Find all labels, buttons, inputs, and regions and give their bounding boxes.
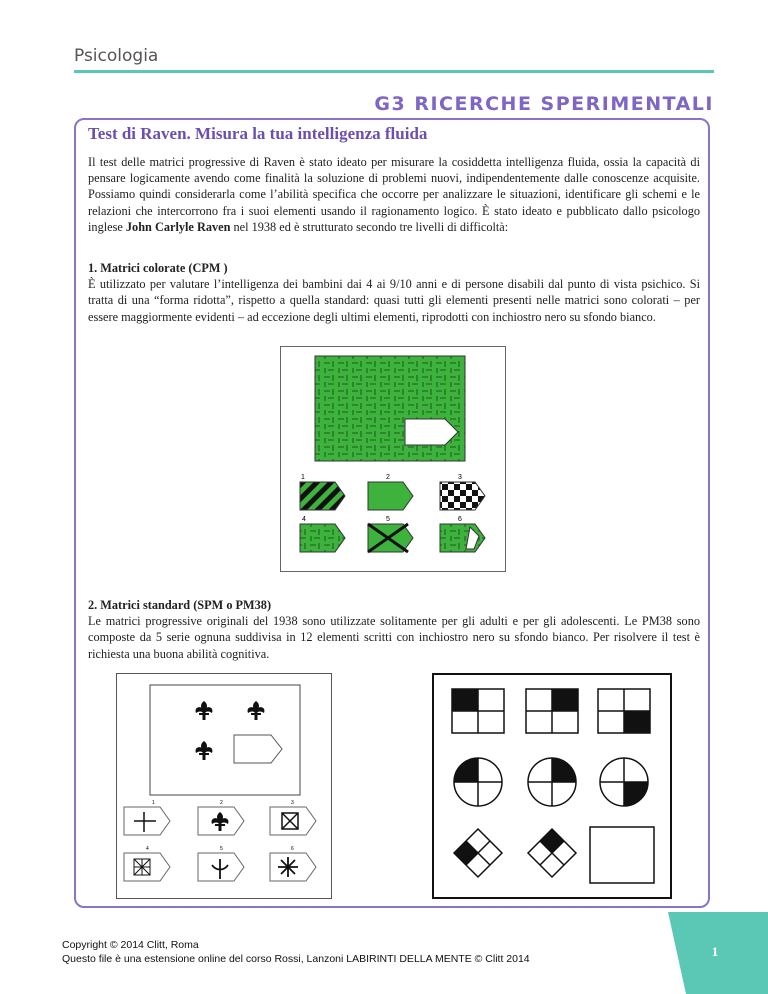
figure-abstract-matrix	[432, 673, 672, 899]
section-1	[88, 260, 700, 325]
svg-text:5: 5	[386, 516, 390, 523]
copyright: Copyright © 2014 Clitt, Roma	[62, 939, 199, 951]
section-1-text: È utilizzato per valutare l’intelligenza dei bambini dai 4 ai 9/10 anni e di persone disabili dal punto di vista psichico. Si tratta di una “forma ridotta”, rispetto a quella standard: quasi tutti gli elementi presenti nelle matrici sono colorati – per essere maggiormente evidenti – ad eccezione degli ultimi elementi, riprodotti con inchiostro nero su sfondo bianco.	[88, 277, 700, 324]
svg-text:2: 2	[220, 800, 223, 806]
svg-text:5: 5	[220, 846, 223, 852]
option-4	[300, 524, 345, 552]
svg-text:3: 3	[458, 474, 462, 481]
course-note: Questo file è una estensione online del corso Rossi, Lanzoni LABIRINTI DELLA MENTE © Clitt 2014	[62, 953, 530, 965]
section-2-text: Le matrici progressive originali del 1938 sono utilizzate solitamente per gli adulti e per gli adolescenti. Le PM38 sono composte da 5 serie ognuna suddivisa in 12 elementi scritti con inchiostro nero su sfondo bianco. Per risolvere il test è richiesta una buona abilità cognitiva.	[88, 614, 700, 661]
header-rule	[74, 70, 714, 73]
figure-standard-matrix	[116, 673, 332, 899]
page-number: 1	[711, 944, 719, 959]
svg-text:4: 4	[302, 516, 306, 523]
figure-colored-matrix	[280, 346, 506, 572]
intro-paragraph: Il test delle matrici progressive di Raven è stato ideato per misurare la cosiddetta intelligenza fluida, ossia la capacità di pensare logicamente avendo come finalità la soluzione di problemi nuovi, indipendentemente dalle conoscenze acquisite. Possiamo quindi considerarla come l’abilità specifica che occorre per analizzare le situazioni, identificare gli schemi e le relazioni che intercorrono fra i suoi elementi usando il ragionamento logico. È stato ideato e pubblicato dallo psicologo inglese John Carlyle Raven nel 1938 ed è strutturato secondo tre livelli di difficoltà:	[88, 155, 700, 234]
svg-text:3: 3	[291, 800, 294, 806]
svg-text:1: 1	[152, 800, 155, 806]
option-2	[368, 482, 413, 510]
option-1	[300, 482, 345, 510]
option-3	[440, 482, 485, 510]
svg-text:4: 4	[146, 846, 149, 852]
subject-title: Psicologia	[74, 46, 159, 66]
svg-text:6: 6	[291, 846, 294, 852]
section-2	[88, 597, 700, 662]
svg-text:1: 1	[301, 474, 305, 481]
author-name: John Carlyle Raven	[125, 219, 231, 234]
section-heading: G3 RICERCHE SPERIMENTALI	[374, 93, 714, 115]
section-2-title: 2. Matrici standard (SPM o PM38)	[88, 598, 272, 612]
svg-text:6: 6	[458, 516, 462, 523]
box-title: Test di Raven. Misura la tua intelligenza fluida	[88, 124, 428, 143]
section-1-title: 1. Matrici colorate (CPM )	[88, 261, 228, 275]
svg-text:2: 2	[386, 474, 390, 481]
